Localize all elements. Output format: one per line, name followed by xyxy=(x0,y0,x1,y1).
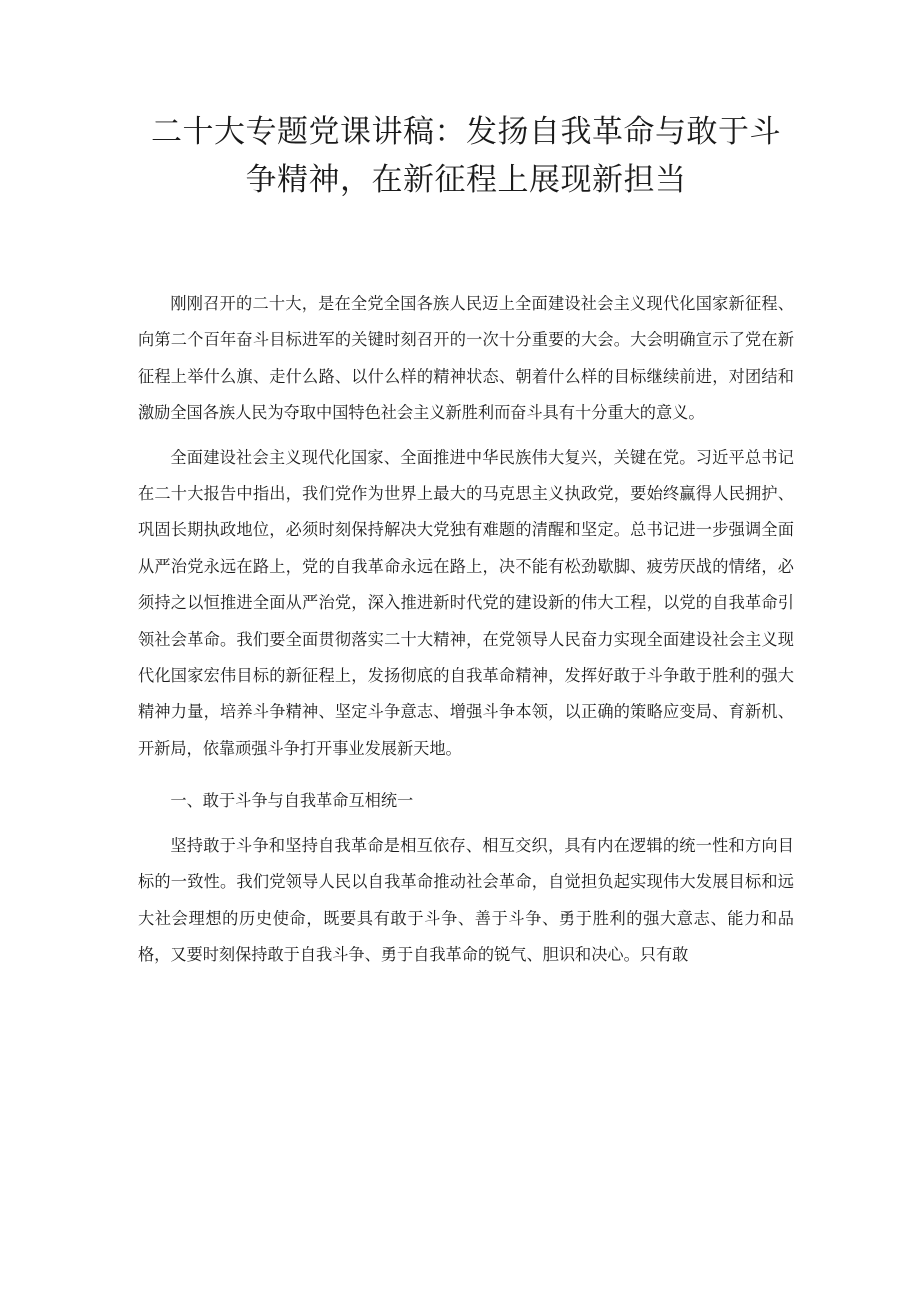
section-heading: 一、敢于斗争与自我革命互相统一 xyxy=(170,791,414,811)
paragraph-key-in-party: 全面建设社会主义现代化国家、全面推进中华民族伟大复兴，关键在党。习近平总书记在二十大报告中指出，我们党作为世界上最大的马克思主义执政党，要始终赢得人民拥护、巩固长期执政地位，必须时刻保持解决大党独有难题的清醒和坚定。总书记进一步强调全面从严治党永远在路上，党的自我革命永远在路上，决不能有松劲歇脚、疲劳厌战的情绪，必须持之以恒推进全面从严治党，深入推进新时代党的建设新的伟大工程，以党的自我革命引领社会革命。我们要全面贯彻落实二十大精神，在党领导人民奋力实现全面建设社会主义现代化国家宏伟目标的新征程上，发扬彻底的自我革命精神，发挥好敢于斗争敢于胜利的强大精神力量，培养斗争精神、坚定斗争意志、增强斗争本领，以正确的策略应变局、育新机、开新局，依靠顽强斗争打开事业发展新天地。 xyxy=(138,447,794,758)
document-title: 二十大专题党课讲稿：发扬自我革命与敢于斗争精神，在新征程上展现新担当 xyxy=(151,114,781,198)
paragraph-section-one: 坚持敢于斗争和坚持自我革命是相互依存、相互交织，具有内在逻辑的统一性和方向目标的一致性。我们党领导人民以自我革命推动社会革命，自觉担负起实现伟大发展目标和远大社会理想的历史使命，既要具有敢于斗争、善于斗争、勇于胜利的强大意志、能力和品格，又要时刻保持敢于自我斗争、勇于自我革命的锐气、胆识和决心。只有敢 xyxy=(138,835,794,964)
paragraph-intro: 刚刚召开的二十大，是在全党全国各族人民迈上全面建设社会主义现代化国家新征程、向第二个百年奋斗目标进军的关键时刻召开的一次十分重要的大会。大会明确宣示了党在新征程上举什么旗、走什么路、以什么样的精神状态、朝着什么样的目标继续前进，对团结和激励全国各族人民为夺取中国特色社会主义新胜利而奋斗具有十分重大的意义。 xyxy=(138,294,794,423)
document-body xyxy=(138,286,794,973)
